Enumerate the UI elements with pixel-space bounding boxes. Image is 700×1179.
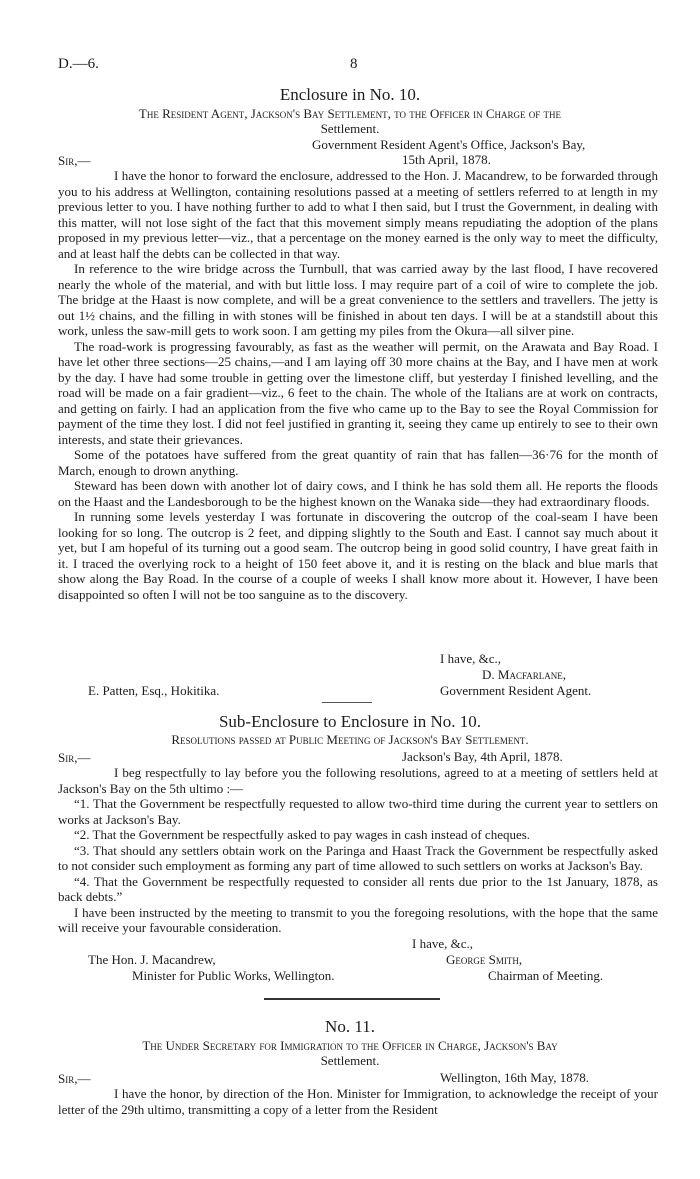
enclosure-closing: I have, &c., [440, 651, 502, 666]
no11-paragraph: I have the honor, by direction of the Hon. Minister for Immigration, to acknowledge the receipt of your letter of the 29th ultimo, transmitting a copy of a letter from the Resident [58, 1086, 658, 1117]
sub-enclosure-signatory-title: Chairman of Meeting. [488, 968, 604, 983]
enclosure-paragraph: Steward has been down with another lot of dairy cows, and I think he has sold them all. He reports the floods on the Haast and the Landesborough to be the highest known on the Wanaka side—they had extraordinary floods. [58, 478, 658, 509]
enclosure-heading-line1 [0, 106, 700, 122]
enclosure-salutation: Sir,— [58, 153, 91, 168]
enclosure-paragraph: The road-work is progressing favourably, as fast as the weather will permit, on the Arawata and Bay Road. I have let other three sections—25 chains,—and I am laying off 30 more chains at the Bay, and I have men at work by the day. I have had some trouble in getting over the limestone cliff, but yesterday I finished levelling, and the road will be made on a fair gradient—viz., 6 feet to the chain. The whole of the Italians are at work on contracts, and getting on fairly. I had an application from the five who came up to the Bay to see the Royal Commission for payment of the time they lost. I did not feel justified in granting it, seeing they came up entirely to see to their own interests, and state their grievances. [58, 338, 658, 447]
enclosure-letter-body [58, 168, 658, 602]
enclosure-paragraph: In running some levels yesterday I was fortunate in discovering the outcrop of the coal-seam I have been looking for so long. The outcrop is 2 feet, and dipping slightly to the South and East. I cannot say much about it yet, but I am hopeful of its turning out a good seam. The outcrop being in good solid country, I have great faith in it. I traced the overlying rock to a height of 150 feet above it, and it is resting on the black and blue marls that show along the Bay Road. In the course of a couple of weeks I shall know more about it. However, I have been disappointed so often I will not be too sanguine as to the discovery. [58, 509, 658, 602]
enclosure-office: Government Resident Agent's Office, Jackson's Bay, [312, 137, 586, 152]
enclosure-paragraph: I have the honor to forward the enclosure, addressed to the Hon. J. Macandrew, to be forwarded through you to his address at Wellington, containing resolutions passed at a meeting of settlers referred to at length in my previous letter to you. I have nothing further to add to what I then said, but I trust the Government, in dealing with this matter, will not lose sight of the fact that this movement simply means repudiating the adoption of the plans proposed in my previous letter—viz., that a percentage on the money earned is the only way to meet the difficulty, and at least half the debts can be collected in that way. [58, 168, 658, 261]
enclosure-date: 15th April, 1878. [402, 152, 491, 167]
document-reference: D.—6. [58, 56, 99, 72]
no11-heading-line2: Settlement. [320, 1053, 380, 1068]
no11-title: No. 11. [325, 1017, 375, 1036]
enclosure-paragraph: In reference to the wire bridge across the Turnbull, that was carried away by the last flood, I have recovered nearly the whole of the material, and with but little loss. I may require part of a coil of wire to complete the job. The bridge at the Haast is now complete, and will be a great convenience to the settlers and travellers. The jetty is out 1½ chains, and the filling in with stones will be finished in about ten days. I will be at a standstill about this work, unless the saw-mill gets to work soon. I am getting my piles from the Okura—all silver pine. [58, 261, 658, 338]
resolution-item: “4. That the Government be respectfully requested to consider all rents due prior to the 1st January, 1878, as back debts.” [58, 873, 658, 904]
enclosure-signatory-title: Government Resident Agent. [440, 683, 592, 698]
sub-enclosure-intro: I beg respectfully to lay before you the following resolutions, agreed to at a meeting of settlers held at Jackson's Bay on the 5th ultimo :— [58, 765, 658, 796]
sub-enclosure-signatory: George Smith, [446, 952, 523, 967]
sub-enclosure-salutation: Sir,— [58, 750, 91, 765]
no11-body [58, 1086, 658, 1117]
sub-enclosure-body [58, 765, 658, 936]
sub-enclosure-title: Sub-Enclosure to Enclosure in No. 10. [218, 712, 482, 731]
enclosure-title: Enclosure in No. 10. [279, 85, 421, 104]
sub-enclosure-closing: I have, &c., [412, 936, 474, 951]
enclosure-paragraph: Some of the potatoes have suffered from the great quantity of rain that has fallen—36·76 for the month of March, enough to drown anything. [58, 447, 658, 478]
sub-enclosure-heading-text: Resolutions passed at Public Meeting of Jackson's Bay Settlement. [171, 732, 529, 747]
sub-enclosure-addressee-title: Minister for Public Works, Wellington. [132, 968, 335, 983]
no11-salutation: Sir,— [58, 1071, 91, 1086]
resolution-item: “3. That should any settlers obtain work on the Paringa and Haast Track the Government be respectfully asked to not consider such employment as forming any part of time allowed to such settlers on works at Jackson's Bay. [58, 842, 658, 873]
section-divider [264, 998, 440, 1000]
no11-date: Wellington, 16th May, 1878. [440, 1070, 590, 1085]
enclosure-heading-text: The Resident Agent, Jackson's Bay Settlement, to the Officer in Charge of the [138, 106, 562, 121]
enclosure-heading-line2: Settlement. [320, 121, 380, 136]
no11-heading-text: The Under Secretary for Immigration to the Officer in Charge, Jackson's Bay [142, 1038, 558, 1053]
enclosure-addressee: E. Patten, Esq., Hokitika. [88, 683, 220, 698]
sub-enclosure-addressee: The Hon. J. Macandrew, [88, 952, 216, 967]
section-divider [322, 702, 372, 703]
sub-enclosure-heading [0, 732, 700, 748]
sub-enclosure-closing-paragraph: I have been instructed by the meeting to transmit to you the foregoing resolutions, with the hope that the same will receive your favourable consideration. [58, 904, 658, 935]
no11-heading-line1 [0, 1038, 700, 1054]
sub-enclosure-date: Jackson's Bay, 4th April, 1878. [402, 749, 563, 764]
enclosure-signatory: D. Macfarlane, [482, 667, 567, 682]
resolution-item: “2. That the Government be respectfully asked to pay wages in cash instead of cheques. [74, 827, 531, 842]
page-number: 8 [350, 56, 358, 72]
resolution-item: “1. That the Government be respectfully requested to allow two-third time during the current year to settlers on works at Jackson's Bay. [58, 796, 658, 827]
